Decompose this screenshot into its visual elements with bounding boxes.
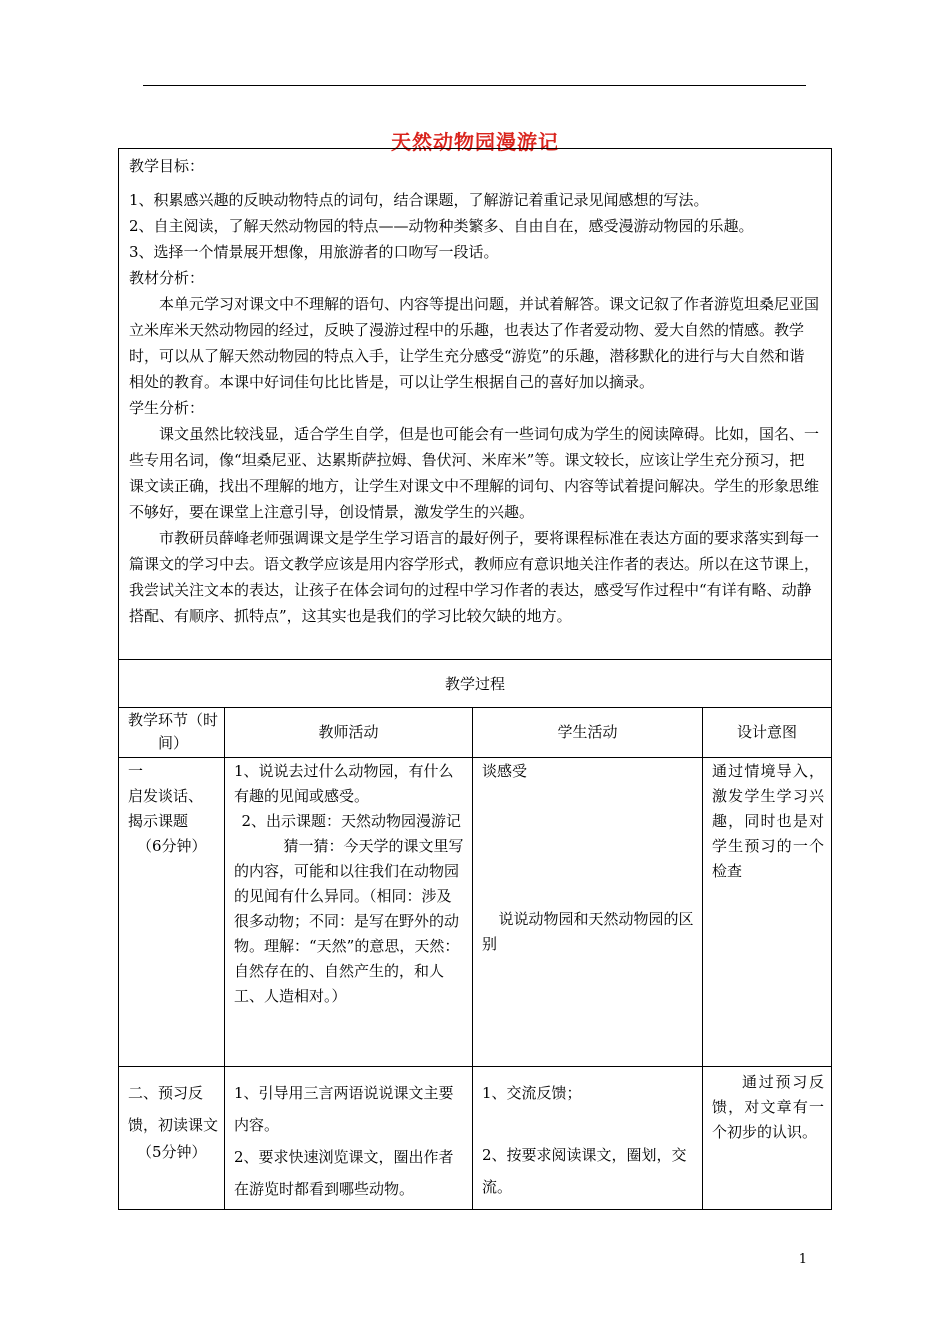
objective-item: 3、选择一个情景展开想像，用旅游者的口吻写一段话。 (129, 243, 499, 261)
objectives-heading: 教学目标： (129, 157, 205, 175)
row2-stage: 二、预习反馈，初读课文 （5分钟） (128, 1084, 219, 1161)
analysis-section (118, 148, 832, 660)
material-text: 本单元学习对课文中不理解的语句、内容等提出问题，并试着解答。课文记叙了作者游览坦桑尼亚国立米库米天然动物园的经过，反映了漫游过程中的乐趣，也表达了作者爱动物、爱大自然的情感。教学时，可以从了解天然动物园的特点入手，让学生充分感受“游览”的乐趣，潜移默化的进行与大自然和谐相处的教育。本课中好词佳句比比皆是，可以让学生根据自己的喜好加以摘录。 (129, 295, 820, 391)
students-heading: 学生分析： (129, 399, 205, 417)
page-number: 1 (798, 1252, 807, 1267)
header-student: 学生活动 (557, 723, 618, 741)
document-title: 天然动物园漫游记 (391, 130, 559, 154)
header-teacher: 教师活动 (318, 723, 379, 741)
objective-item: 1、积累感兴趣的反映动物特点的词句，结合课题，了解游记着重记录见闻感想的写法。 (129, 191, 709, 209)
process-heading: 教学过程 (444, 675, 505, 693)
header-rule (143, 85, 806, 86)
material-heading: 教材分析： (129, 269, 205, 287)
objective-item: 2、自主阅读，了解天然动物园的特点——动物种类繁多、自由自在，感受漫游动物园的乐趣。 (129, 217, 754, 235)
row1-stage: 一 启发谈话、 揭示课题 （6分钟） (128, 762, 207, 855)
row1-teacher: 1、说说去过什么动物园，有什么有趣的见闻或感受。 2、出示课题：天然动物园漫游记 猜一猜：今天学的课文里写的内容，可能和以往我们在动物园的见闻有什么异同。（相同：涉及很多动物；不同：是写在野外的动物。理解：“天然”的意思，天然：自然存在的、自然产生的，和人工、人造相对。） (234, 762, 464, 1005)
row2-student: 1、交流反馈； 2、按要求阅读课文，圈划，交流。 (482, 1084, 687, 1196)
process-heading-box (118, 659, 832, 708)
students-para: 市教研员薛峰老师强调课文是学生学习语言的最好例子，要将课程标准在表达方面的要求落实到每一篇课文的学习中去。语文教学应该是用内容学形式，教师应有意识地关注作者的表达。所以在这节课上，我尝试关注文本的表达，让孩子在体会词句的过程中学习作者的表达，感受写作过程中“有详有略、动静搭配、有顺序、抓特点”，这其实也是我们的学习比较欠缺的地方。 (129, 529, 820, 625)
students-para: 课文虽然比较浅显，适合学生自学，但是也可能会有一些词句成为学生的阅读障碍。比如，国名、一些专用名词，像“坦桑尼亚、达累斯萨拉姆、鲁伏河、米库米”等。课文较长，应该让学生充分预习，把课文读正确，找出不理解的地方，让学生对课文中不理解的词句、内容等试着提问解决。学生的形象思维不够好，要在课堂上注意引导，创设情景，激发学生的兴趣。 (129, 425, 820, 521)
header-stage: 教学环节（时间） (128, 711, 219, 752)
row2-intent: 通过预习反馈，对文章有一个初步的认识。 (712, 1073, 824, 1141)
row1-student: 谈感受 说说动物园和天然动物园的区别 (482, 762, 694, 953)
row2-teacher: 1、引导用三言两语说说课文主要内容。 2、要求快速浏览课文，圈出作者在游览时都看到哪些动物。 (234, 1084, 454, 1198)
row1-intent: 通过情境导入，激发学生学习兴趣，同时也是对学生预习的一个检查 (712, 762, 824, 880)
header-intent: 设计意图 (736, 723, 797, 741)
